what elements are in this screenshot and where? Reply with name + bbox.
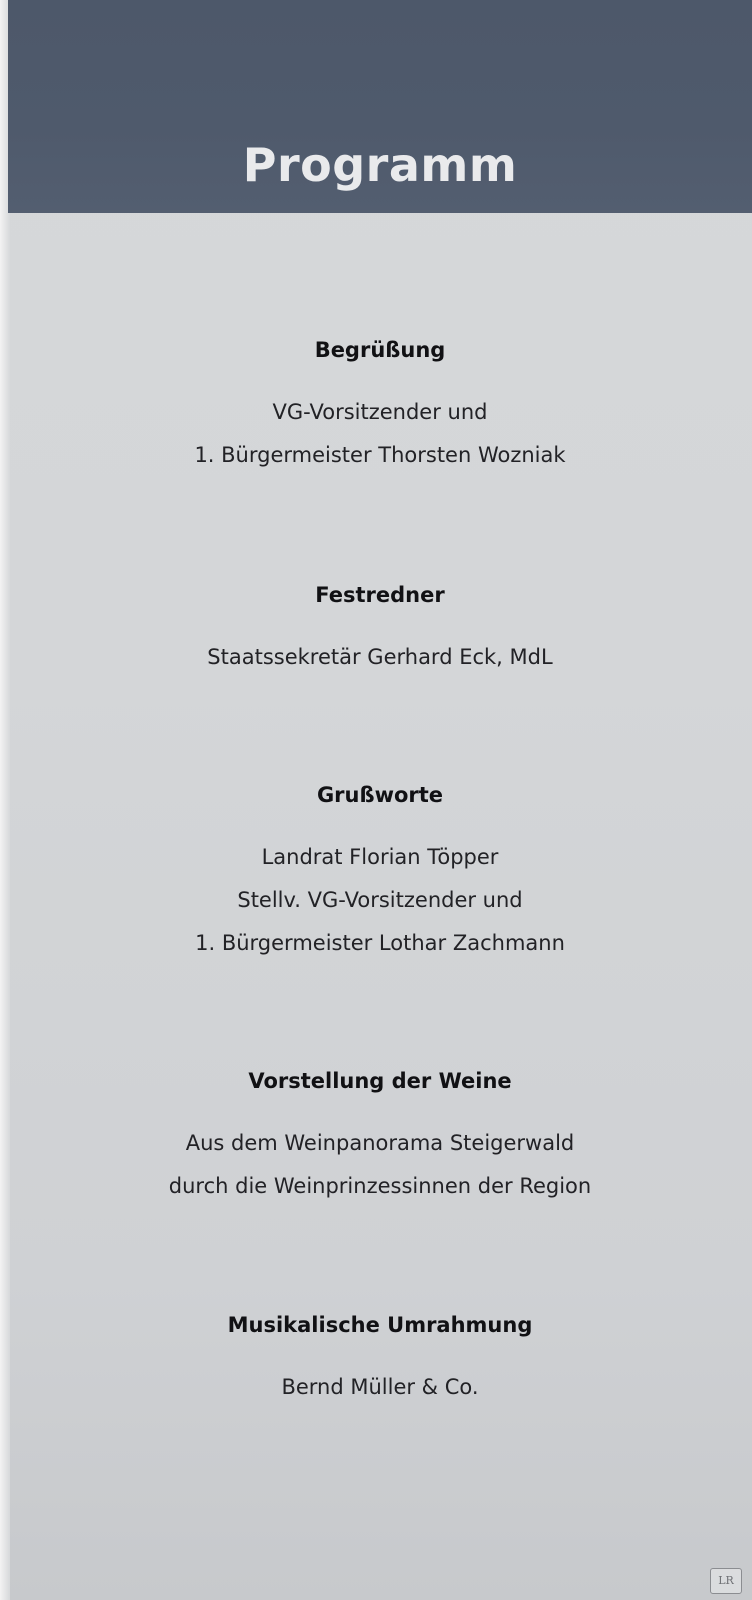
section-title: Musikalische Umrahmung [227,1313,533,1337]
section-title: Grußworte [316,783,444,807]
section-title: Begrüßung [314,338,446,362]
section-musikalische-umrahmung [8,1310,752,1409]
section-line: 1. Bürgermeister Thorsten Wozniak [194,443,566,467]
section-grussworte [8,780,752,965]
section-line: Bernd Müller & Co. [281,1375,479,1399]
section-festredner [8,580,752,679]
section-lines [8,391,752,477]
section-lines [8,1366,752,1409]
section-line: 1. Bürgermeister Lothar Zachmann [195,931,565,955]
section-line: Landrat Florian Töpper [261,845,499,869]
section-lines [8,1122,752,1208]
section-title: Festredner [315,583,445,607]
page-title: Programm [242,138,518,192]
section-line: Stellv. VG-Vorsitzender und [237,888,523,912]
section-vorstellung-weine [8,1066,752,1208]
section-begruessung [8,335,752,477]
section-lines [8,836,752,965]
section-line: Aus dem Weinpanorama Steigerwald [185,1131,575,1155]
section-line: Staatssekretär Gerhard Eck, MdL [207,645,553,669]
watermark-logo: LR [710,1568,742,1594]
section-line: durch die Weinprinzessinnen der Region [168,1174,592,1198]
section-line: VG-Vorsitzender und [272,400,488,424]
section-lines [8,636,752,679]
header-band [8,0,752,213]
section-title: Vorstellung der Weine [248,1069,512,1093]
